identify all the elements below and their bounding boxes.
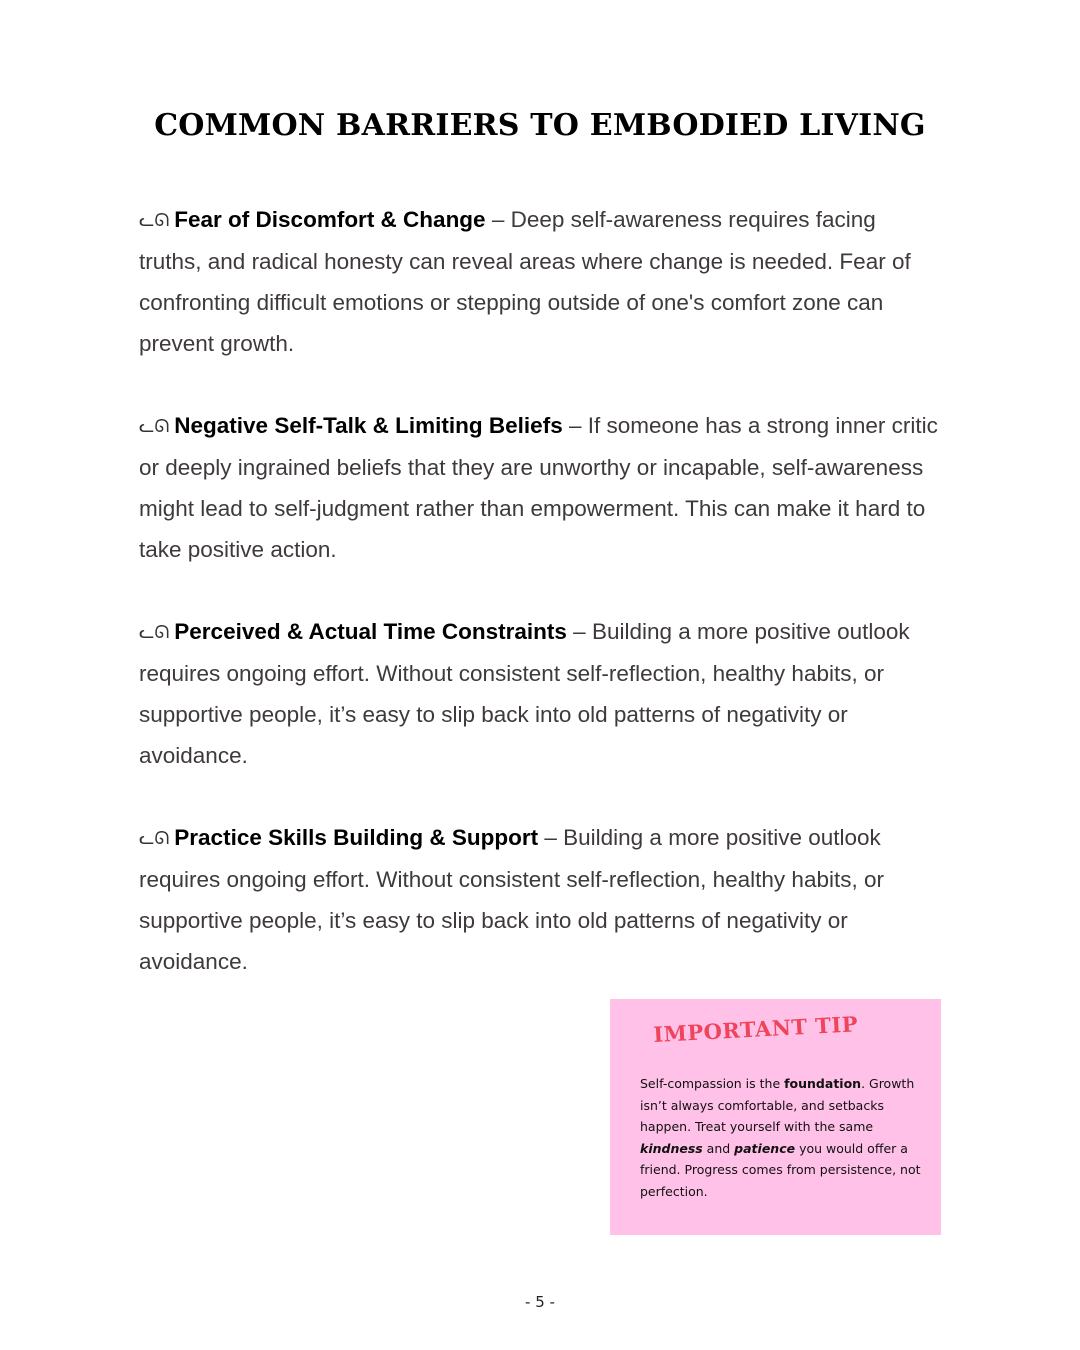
tip-emphasis: kindness [640, 1140, 703, 1156]
tip-title: IMPORTANT TIP [652, 1011, 859, 1047]
barrier-title: Perceived & Actual Time Constraints [174, 619, 567, 644]
barrier-text: Deep self-awareness requires facing truths, and radical honesty can reveal areas where change is needed. Fear of confronting difficult emotions or stepping outside of one's comfort zone can prevent growth. [139, 207, 911, 356]
barrier-list [139, 199, 944, 1023]
page-title: COMMON BARRIERS TO EMBODIED LIVING [154, 108, 926, 143]
barrier-text: Building a more positive outlook requires ongoing effort. Without consistent self-reflection, healthy habits, or supportive people, it’s easy to slip back into old patterns of negativity or avoidance. [139, 825, 884, 974]
separator: – [566, 619, 592, 644]
barrier-title: Practice Skills Building & Support [174, 825, 539, 850]
tip-emphasis: patience [734, 1140, 796, 1156]
page-number: - 5 - [525, 1293, 555, 1311]
barrier-title: Fear of Discomfort & Change [174, 207, 486, 232]
tip-text: Self-compassion is the [640, 1076, 785, 1091]
separator: – [485, 207, 511, 232]
barrier-item [139, 611, 944, 776]
separator: – [562, 413, 588, 438]
cat-ears-icon: ᓚᘏ [139, 828, 170, 849]
tip-text: and [702, 1140, 735, 1156]
important-tip-box [610, 999, 941, 1235]
barrier-item [139, 199, 944, 364]
tip-body [640, 1073, 936, 1202]
tip-emphasis: foundation [784, 1076, 862, 1091]
cat-ears-icon: ᓚᘏ [139, 622, 170, 643]
tip-text: you would offer a friend. Progress comes from persistence, not perfection. [640, 1140, 921, 1199]
separator: – [538, 825, 564, 850]
barrier-item [139, 405, 944, 570]
barrier-text: Building a more positive outlook requires ongoing effort. Without consistent self-reflection, healthy habits, or supportive people, it’s easy to slip back into old patterns of negativity or avoidance. [139, 619, 910, 768]
barrier-text: If someone has a strong inner critic or deeply ingrained beliefs that they are unworthy or incapable, self-awareness might lead to self-judgment rather than empowerment. This can make it hard to take positive action. [139, 413, 938, 562]
cat-ears-icon: ᓚᘏ [139, 416, 170, 437]
barrier-item [139, 817, 944, 982]
cat-ears-icon: ᓚᘏ [139, 210, 170, 231]
tip-text: . Growth isn’t always comfortable, and setbacks happen. Treat yourself with the same [640, 1076, 915, 1134]
barrier-title: Negative Self-Talk & Limiting Beliefs [174, 413, 563, 438]
